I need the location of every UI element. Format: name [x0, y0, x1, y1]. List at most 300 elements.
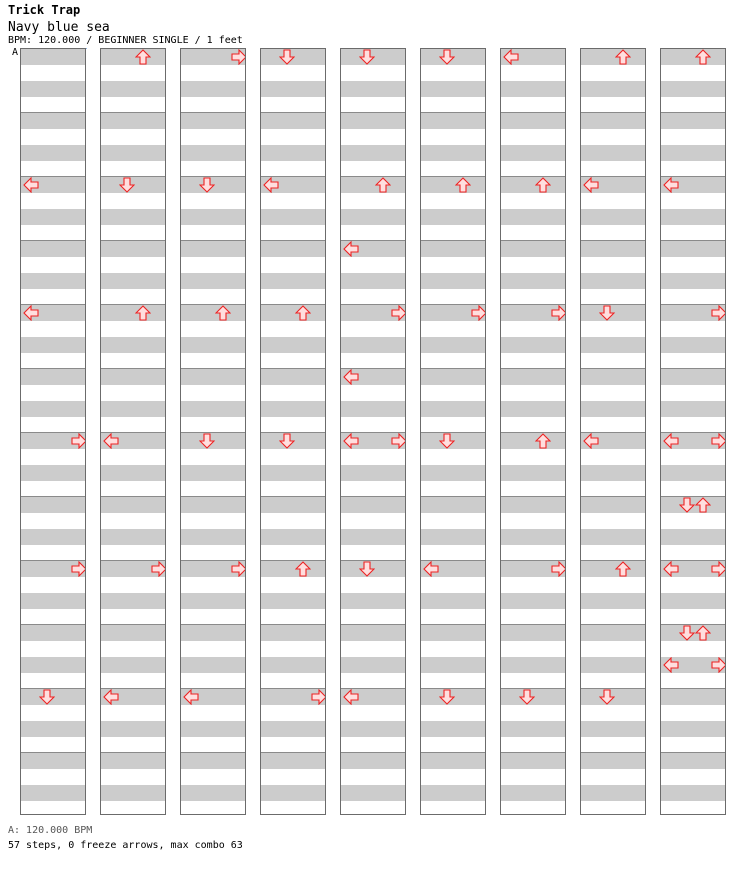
beat-band [501, 433, 565, 449]
chart-column [260, 48, 326, 815]
beat-band [501, 721, 565, 737]
beat-band [581, 465, 645, 481]
measure-line [101, 240, 165, 241]
beat-band [101, 401, 165, 417]
step-stats: 57 steps, 0 freeze arrows, max combo 63 [8, 840, 243, 851]
arrow-up-icon [695, 625, 711, 641]
beat-band [421, 113, 485, 129]
measure-line [501, 240, 565, 241]
arrow-up-icon [535, 433, 551, 449]
measure-line [421, 752, 485, 753]
beat-band [501, 81, 565, 97]
chart-column [660, 48, 726, 815]
chart-column [500, 48, 566, 815]
beat-band [501, 785, 565, 801]
arrow-down-icon [599, 689, 615, 705]
chart-column [180, 48, 246, 815]
beat-band [101, 49, 165, 65]
beat-band [341, 593, 405, 609]
beat-band [421, 753, 485, 769]
arrow-down-icon [679, 625, 695, 641]
measure-line [261, 624, 325, 625]
beat-band [21, 145, 85, 161]
beat-band [261, 625, 325, 641]
beat-band [101, 337, 165, 353]
beat-band [421, 721, 485, 737]
beat-band [661, 113, 725, 129]
song-group-title: Trick Trap [8, 3, 81, 17]
beat-band [581, 241, 645, 257]
arrow-left-icon [343, 241, 359, 257]
beat-band [341, 785, 405, 801]
beat-band [101, 81, 165, 97]
beat-band [661, 529, 725, 545]
beat-band [421, 369, 485, 385]
measure-line [101, 752, 165, 753]
beat-band [21, 465, 85, 481]
measure-line [501, 368, 565, 369]
beat-band [341, 497, 405, 513]
beat-band [661, 273, 725, 289]
beat-band [181, 785, 245, 801]
beat-band [21, 657, 85, 673]
beat-band [421, 145, 485, 161]
beat-band [261, 305, 325, 321]
beat-band [581, 81, 645, 97]
measure-line [181, 624, 245, 625]
beat-band [21, 49, 85, 65]
arrow-left-icon [583, 433, 599, 449]
measure-line [661, 112, 725, 113]
arrow-left-icon [263, 177, 279, 193]
beat-band [261, 465, 325, 481]
beat-band [341, 337, 405, 353]
arrow-up-icon [695, 49, 711, 65]
measure-line [181, 112, 245, 113]
measure-line [181, 304, 245, 305]
beat-band [21, 337, 85, 353]
beat-band [581, 337, 645, 353]
beat-band [181, 369, 245, 385]
measure-line [661, 240, 725, 241]
beat-band [501, 401, 565, 417]
beat-band [661, 145, 725, 161]
arrow-down-icon [679, 497, 695, 513]
measure-line [501, 752, 565, 753]
beat-band [181, 145, 245, 161]
measure-line [501, 112, 565, 113]
chart-column [420, 48, 486, 815]
beat-band [501, 497, 565, 513]
beat-band [101, 113, 165, 129]
measure-line [421, 624, 485, 625]
beat-band [341, 401, 405, 417]
measure-line [21, 752, 85, 753]
beat-band [101, 305, 165, 321]
beat-band [421, 593, 485, 609]
arrow-down-icon [279, 49, 295, 65]
beat-band [501, 209, 565, 225]
measure-line [501, 496, 565, 497]
beat-band [21, 241, 85, 257]
arrow-right-icon [151, 561, 166, 577]
measure-line [581, 560, 645, 561]
beat-band [581, 721, 645, 737]
measure-line [501, 624, 565, 625]
beat-band [661, 209, 725, 225]
beat-band [21, 369, 85, 385]
measure-line [421, 496, 485, 497]
beat-band [661, 81, 725, 97]
beat-band [661, 369, 725, 385]
beat-band [181, 753, 245, 769]
measure-line [341, 112, 405, 113]
beat-band [421, 401, 485, 417]
measure-line [261, 368, 325, 369]
arrow-down-icon [359, 561, 375, 577]
beat-band [101, 497, 165, 513]
measure-line [261, 304, 325, 305]
beat-band [101, 657, 165, 673]
arrow-left-icon [103, 689, 119, 705]
measure-line [101, 368, 165, 369]
arrow-right-icon [471, 305, 486, 321]
arrow-down-icon [39, 689, 55, 705]
measure-line [181, 368, 245, 369]
measure-line [581, 624, 645, 625]
beat-band [181, 497, 245, 513]
beat-band [341, 657, 405, 673]
arrow-right-icon [391, 433, 406, 449]
beat-band [421, 625, 485, 641]
beat-band [261, 337, 325, 353]
arrow-left-icon [583, 177, 599, 193]
arrow-right-icon [551, 561, 566, 577]
beat-band [181, 401, 245, 417]
beat-band [181, 529, 245, 545]
beat-band [341, 465, 405, 481]
arrow-down-icon [199, 177, 215, 193]
measure-line [101, 624, 165, 625]
beat-band [21, 593, 85, 609]
beat-band [501, 529, 565, 545]
beat-band [181, 465, 245, 481]
measure-line [261, 112, 325, 113]
measure-line [181, 240, 245, 241]
measure-line [581, 112, 645, 113]
arrow-left-icon [663, 657, 679, 673]
chart-column [20, 48, 86, 815]
arrow-right-icon [711, 657, 726, 673]
beat-band [661, 465, 725, 481]
arrow-left-icon [663, 177, 679, 193]
beat-band [21, 529, 85, 545]
song-title: Navy blue sea [8, 20, 110, 35]
beat-band [181, 721, 245, 737]
arrow-right-icon [711, 305, 726, 321]
beat-band [501, 625, 565, 641]
beat-band [181, 241, 245, 257]
beat-band [341, 753, 405, 769]
beat-band [661, 337, 725, 353]
chart-info: BPM: 120.000 / BEGINNER SINGLE / 1 feet [8, 35, 243, 46]
arrow-left-icon [663, 433, 679, 449]
arrow-right-icon [551, 305, 566, 321]
beat-band [101, 209, 165, 225]
beat-band [21, 497, 85, 513]
beat-band [101, 593, 165, 609]
beat-band [501, 657, 565, 673]
beat-band [421, 209, 485, 225]
arrow-down-icon [119, 177, 135, 193]
arrow-left-icon [663, 561, 679, 577]
beat-band [261, 721, 325, 737]
beat-band [581, 401, 645, 417]
arrow-right-icon [71, 433, 86, 449]
beat-band [661, 753, 725, 769]
measure-line [101, 304, 165, 305]
beat-band [101, 465, 165, 481]
measure-line [181, 752, 245, 753]
beat-band [341, 209, 405, 225]
beat-band [581, 113, 645, 129]
beat-band [101, 721, 165, 737]
measure-line [341, 752, 405, 753]
beat-band [421, 337, 485, 353]
measure-line [581, 368, 645, 369]
beat-band [661, 689, 725, 705]
beat-band [501, 273, 565, 289]
beat-band [101, 785, 165, 801]
beat-band [21, 753, 85, 769]
beat-band [341, 721, 405, 737]
arrow-down-icon [199, 433, 215, 449]
arrow-left-icon [343, 433, 359, 449]
beat-band [501, 753, 565, 769]
beat-band [261, 657, 325, 673]
beat-band [181, 81, 245, 97]
beat-band [101, 273, 165, 289]
arrow-left-icon [503, 49, 519, 65]
measure-line [21, 112, 85, 113]
arrow-up-icon [295, 305, 311, 321]
beat-band [581, 49, 645, 65]
beat-band [341, 145, 405, 161]
beat-band [501, 145, 565, 161]
measure-line [501, 176, 565, 177]
beat-band [341, 81, 405, 97]
beat-band [21, 625, 85, 641]
beat-band [101, 753, 165, 769]
chart-column [340, 48, 406, 815]
arrow-down-icon [439, 433, 455, 449]
measure-line [261, 560, 325, 561]
bpm-legend: A: 120.000 BPM [8, 825, 93, 836]
bpm-marker-label: A [12, 47, 19, 58]
measure-line [261, 496, 325, 497]
beat-band [261, 81, 325, 97]
measure-line [421, 112, 485, 113]
beat-band [341, 625, 405, 641]
beat-band [581, 753, 645, 769]
beat-band [501, 369, 565, 385]
measure-line [21, 496, 85, 497]
beat-band [421, 785, 485, 801]
measure-line [421, 368, 485, 369]
measure-line [421, 240, 485, 241]
measure-line [101, 496, 165, 497]
chart-column [100, 48, 166, 815]
beat-band [581, 209, 645, 225]
beat-band [581, 145, 645, 161]
beat-band [501, 337, 565, 353]
beat-band [101, 369, 165, 385]
beat-band [581, 625, 645, 641]
measure-line [261, 752, 325, 753]
beat-band [261, 113, 325, 129]
beat-band [181, 113, 245, 129]
arrow-right-icon [231, 49, 246, 65]
beat-band [261, 529, 325, 545]
beat-band [661, 49, 725, 65]
beat-band [421, 657, 485, 673]
arrow-up-icon [295, 561, 311, 577]
measure-line [421, 176, 485, 177]
arrow-up-icon [615, 561, 631, 577]
beat-band [581, 561, 645, 577]
arrow-down-icon [359, 49, 375, 65]
beat-band [581, 785, 645, 801]
beat-band [261, 241, 325, 257]
beat-band [21, 785, 85, 801]
beat-band [21, 209, 85, 225]
beat-band [261, 593, 325, 609]
arrow-left-icon [23, 305, 39, 321]
arrow-down-icon [439, 49, 455, 65]
beat-band [101, 145, 165, 161]
arrow-right-icon [71, 561, 86, 577]
beat-band [21, 273, 85, 289]
beat-band [261, 273, 325, 289]
beat-band [341, 113, 405, 129]
beat-band [181, 593, 245, 609]
arrow-right-icon [711, 433, 726, 449]
arrow-left-icon [343, 689, 359, 705]
measure-line [21, 368, 85, 369]
beat-band [101, 625, 165, 641]
arrow-right-icon [231, 561, 246, 577]
beat-band [501, 465, 565, 481]
beat-band [581, 529, 645, 545]
beat-band [421, 81, 485, 97]
beat-band [21, 81, 85, 97]
measure-line [341, 624, 405, 625]
beat-band [421, 177, 485, 193]
beat-band [261, 401, 325, 417]
beat-band [261, 209, 325, 225]
beat-band [661, 785, 725, 801]
beat-band [581, 273, 645, 289]
measure-line [341, 176, 405, 177]
beat-band [21, 401, 85, 417]
arrow-right-icon [391, 305, 406, 321]
beat-band [501, 113, 565, 129]
beat-band [21, 113, 85, 129]
arrow-right-icon [711, 561, 726, 577]
arrow-up-icon [695, 497, 711, 513]
beat-band [581, 657, 645, 673]
arrow-left-icon [343, 369, 359, 385]
arrow-up-icon [615, 49, 631, 65]
beat-band [341, 273, 405, 289]
measure-line [581, 496, 645, 497]
arrow-down-icon [519, 689, 535, 705]
beat-band [261, 753, 325, 769]
beat-band [101, 241, 165, 257]
measure-line [501, 432, 565, 433]
arrow-left-icon [103, 433, 119, 449]
beat-band [261, 369, 325, 385]
beat-band [581, 497, 645, 513]
measure-line [181, 496, 245, 497]
chart-column [580, 48, 646, 815]
arrow-left-icon [423, 561, 439, 577]
arrow-left-icon [183, 689, 199, 705]
measure-line [21, 240, 85, 241]
arrow-right-icon [311, 689, 326, 705]
measure-line [661, 368, 725, 369]
beat-band [21, 721, 85, 737]
beat-band [181, 305, 245, 321]
beat-band [581, 593, 645, 609]
beat-band [181, 209, 245, 225]
arrow-down-icon [279, 433, 295, 449]
beat-band [181, 657, 245, 673]
beat-band [261, 561, 325, 577]
measure-line [341, 496, 405, 497]
beat-band [661, 593, 725, 609]
arrow-left-icon [23, 177, 39, 193]
beat-band [581, 369, 645, 385]
arrow-up-icon [135, 305, 151, 321]
beat-band [181, 273, 245, 289]
beat-band [341, 177, 405, 193]
beat-band [261, 145, 325, 161]
measure-line [581, 240, 645, 241]
arrow-up-icon [455, 177, 471, 193]
beat-band [181, 625, 245, 641]
measure-line [261, 240, 325, 241]
beat-band [501, 241, 565, 257]
beat-band [421, 497, 485, 513]
beat-band [181, 337, 245, 353]
beat-band [261, 497, 325, 513]
arrow-down-icon [439, 689, 455, 705]
arrow-up-icon [535, 177, 551, 193]
beat-band [501, 177, 565, 193]
arrow-down-icon [599, 305, 615, 321]
arrow-up-icon [135, 49, 151, 65]
measure-line [21, 624, 85, 625]
beat-band [421, 241, 485, 257]
beat-band [661, 401, 725, 417]
arrow-up-icon [375, 177, 391, 193]
beat-band [101, 529, 165, 545]
measure-line [581, 752, 645, 753]
beat-band [421, 465, 485, 481]
beat-band [501, 593, 565, 609]
beat-band [261, 785, 325, 801]
